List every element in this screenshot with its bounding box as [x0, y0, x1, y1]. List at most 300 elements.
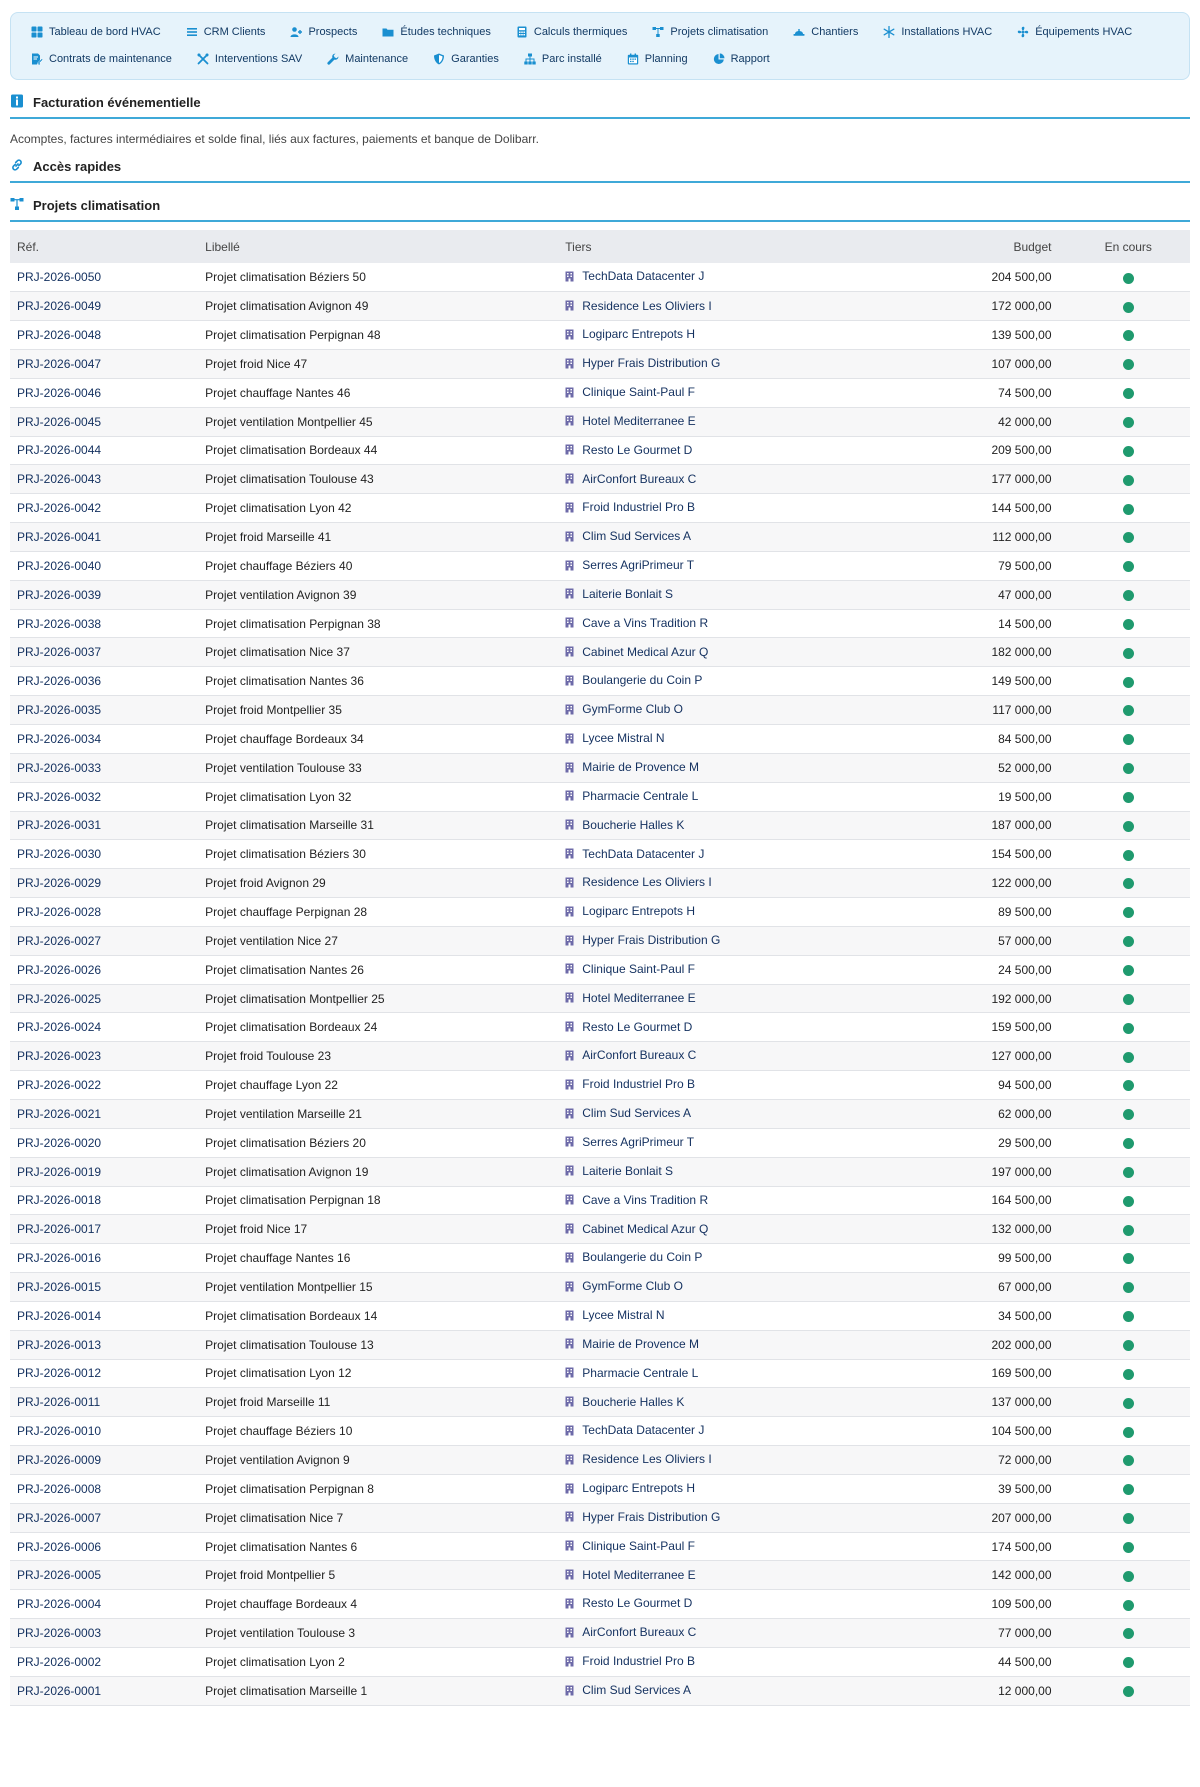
table-row[interactable]: [10, 1128, 1190, 1157]
table-row[interactable]: [10, 1359, 1190, 1388]
tiers-link[interactable]: [565, 356, 720, 370]
tiers-link[interactable]: [565, 327, 695, 341]
table-row[interactable]: [10, 494, 1190, 523]
project-label: Projet climatisation Marseille 1: [198, 1676, 558, 1705]
status-dot-icon: [1123, 1542, 1134, 1553]
tools-icon: [197, 53, 209, 65]
status-cell: [1067, 1186, 1191, 1215]
project-label: Projet climatisation Perpignan 38: [198, 609, 558, 638]
table-row[interactable]: [10, 926, 1190, 955]
column-header-status[interactable]: En cours: [1067, 230, 1191, 263]
status-cell: [1067, 494, 1191, 523]
column-header-tiers[interactable]: Tiers: [558, 230, 914, 263]
status-cell: [1067, 1128, 1191, 1157]
nav-item-prospects[interactable]: [284, 21, 363, 43]
tiers-link[interactable]: [565, 1395, 684, 1409]
projects-section-header: [10, 197, 1190, 222]
table-row[interactable]: [10, 523, 1190, 552]
project-tiers-cell: [558, 811, 914, 840]
project-ref-link[interactable]: PRJ-2026-0004: [10, 1590, 198, 1619]
status-dot-icon: [1123, 677, 1134, 688]
tiers-link[interactable]: [565, 991, 695, 1005]
tiers-link[interactable]: [565, 1625, 696, 1639]
building-icon: [565, 848, 574, 859]
tiers-name: Clinique Saint-Paul F: [582, 961, 695, 976]
column-header-ref[interactable]: Réf.: [10, 230, 198, 263]
project-tiers-cell: [558, 1619, 914, 1648]
table-row[interactable]: [10, 292, 1190, 321]
nav-item-contrats-de-maintenance[interactable]: [25, 48, 178, 70]
tiers-link[interactable]: [565, 1048, 696, 1062]
project-label: Projet climatisation Béziers 20: [198, 1128, 558, 1157]
table-row[interactable]: [10, 782, 1190, 811]
table-row[interactable]: [10, 1388, 1190, 1417]
nav-item-label: Projets climatisation: [670, 26, 769, 38]
project-budget: 42 000,00: [914, 407, 1067, 436]
project-ref-link[interactable]: PRJ-2026-0033: [10, 753, 198, 782]
nav-item-etudes-techniques[interactable]: [376, 21, 497, 43]
nav-item-calculs-thermiques[interactable]: [510, 21, 634, 43]
table-row[interactable]: [10, 1244, 1190, 1273]
status-dot-icon: [1123, 1167, 1134, 1178]
project-ref-link[interactable]: PRJ-2026-0046: [10, 378, 198, 407]
status-dot-icon: [1123, 1628, 1134, 1639]
status-dot-icon: [1123, 1253, 1134, 1264]
project-ref-link[interactable]: PRJ-2026-0006: [10, 1532, 198, 1561]
project-label: Projet climatisation Nantes 26: [198, 955, 558, 984]
table-row[interactable]: [10, 1474, 1190, 1503]
project-ref-link[interactable]: PRJ-2026-0014: [10, 1301, 198, 1330]
status-dot-icon: [1123, 475, 1134, 486]
project-ref-link[interactable]: PRJ-2026-0010: [10, 1417, 198, 1446]
status-dot-icon: [1123, 936, 1134, 947]
project-tiers-cell: [558, 638, 914, 667]
project-ref-link[interactable]: PRJ-2026-0047: [10, 350, 198, 379]
project-ref-link[interactable]: PRJ-2026-0013: [10, 1330, 198, 1359]
tiers-link[interactable]: [565, 1510, 720, 1524]
building-icon: [565, 762, 574, 773]
project-label: Projet ventilation Nice 27: [198, 926, 558, 955]
tiers-link[interactable]: [565, 847, 704, 861]
nav-item-parc-installe[interactable]: [518, 48, 608, 70]
project-ref-link[interactable]: PRJ-2026-0049: [10, 292, 198, 321]
building-icon: [565, 1396, 574, 1407]
status-cell: [1067, 1532, 1191, 1561]
status-cell: [1067, 292, 1191, 321]
tiers-link[interactable]: [565, 645, 708, 659]
status-dot-icon: [1123, 1571, 1134, 1582]
tiers-link[interactable]: [565, 558, 694, 572]
project-tiers-cell: [558, 1042, 914, 1071]
calendar-icon: [627, 53, 639, 65]
project-ref-link[interactable]: PRJ-2026-0015: [10, 1273, 198, 1302]
project-tree-icon: [652, 26, 664, 38]
tiers-link[interactable]: [565, 472, 696, 486]
table-row[interactable]: [10, 984, 1190, 1013]
quick-access-section-header: [10, 158, 1190, 183]
status-dot-icon: [1123, 1225, 1134, 1236]
tiers-link[interactable]: [565, 818, 684, 832]
tiers-link[interactable]: [565, 269, 704, 283]
project-budget: 112 000,00: [914, 523, 1067, 552]
tiers-link[interactable]: [565, 875, 711, 889]
table-row[interactable]: [10, 696, 1190, 725]
table-row[interactable]: [10, 1071, 1190, 1100]
nav-item-interventions-sav[interactable]: [191, 48, 308, 70]
tiers-link[interactable]: [565, 616, 708, 630]
tiers-link[interactable]: [565, 1250, 702, 1264]
table-row[interactable]: [10, 1301, 1190, 1330]
project-budget: 94 500,00: [914, 1071, 1067, 1100]
project-ref-link[interactable]: PRJ-2026-0040: [10, 551, 198, 580]
project-ref-link[interactable]: PRJ-2026-0023: [10, 1042, 198, 1071]
table-row[interactable]: [10, 869, 1190, 898]
project-ref-link[interactable]: PRJ-2026-0009: [10, 1446, 198, 1475]
project-ref-link[interactable]: PRJ-2026-0021: [10, 1099, 198, 1128]
project-ref-link[interactable]: PRJ-2026-0030: [10, 840, 198, 869]
project-ref-link[interactable]: PRJ-2026-0050: [10, 263, 198, 292]
project-ref-link[interactable]: PRJ-2026-0026: [10, 955, 198, 984]
table-row[interactable]: [10, 436, 1190, 465]
project-ref-link[interactable]: PRJ-2026-0031: [10, 811, 198, 840]
project-budget: 154 500,00: [914, 840, 1067, 869]
status-cell: [1067, 1301, 1191, 1330]
tiers-link[interactable]: [565, 443, 692, 457]
table-row[interactable]: [10, 1619, 1190, 1648]
project-budget: 149 500,00: [914, 667, 1067, 696]
project-budget: 137 000,00: [914, 1388, 1067, 1417]
nav-item-label: Planning: [644, 53, 688, 65]
project-ref-link[interactable]: PRJ-2026-0008: [10, 1474, 198, 1503]
project-label: Projet climatisation Lyon 12: [198, 1359, 558, 1388]
building-icon: [565, 1569, 574, 1580]
project-label: Projet climatisation Avignon 19: [198, 1157, 558, 1186]
tiers-name: Logiparc Entrepots H: [582, 904, 695, 919]
tiers-link[interactable]: [565, 731, 664, 745]
building-icon: [565, 329, 574, 340]
status-cell: [1067, 1417, 1191, 1446]
status-dot-icon: [1123, 821, 1134, 832]
project-ref-link[interactable]: PRJ-2026-0018: [10, 1186, 198, 1215]
project-ref-link[interactable]: PRJ-2026-0034: [10, 725, 198, 754]
table-row[interactable]: [10, 1330, 1190, 1359]
project-ref-link[interactable]: PRJ-2026-0011: [10, 1388, 198, 1417]
project-ref-link[interactable]: PRJ-2026-0024: [10, 1013, 198, 1042]
tiers-name: GymForme Club O: [582, 1279, 683, 1294]
project-tiers-cell: [558, 667, 914, 696]
project-ref-link[interactable]: PRJ-2026-0027: [10, 926, 198, 955]
project-label: Projet chauffage Bordeaux 4: [198, 1590, 558, 1619]
project-ref-link[interactable]: PRJ-2026-0005: [10, 1561, 198, 1590]
nav-item-label: Garanties: [451, 53, 499, 65]
project-ref-link[interactable]: PRJ-2026-0041: [10, 523, 198, 552]
tiers-link[interactable]: [565, 702, 683, 716]
building-icon: [565, 1223, 574, 1234]
table-row[interactable]: [10, 1273, 1190, 1302]
table-row[interactable]: [10, 1042, 1190, 1071]
tiers-link[interactable]: [565, 1568, 695, 1582]
hardhat-icon: [793, 26, 805, 38]
status-cell: [1067, 1474, 1191, 1503]
project-tiers-cell: [558, 1128, 914, 1157]
projects-table: [10, 230, 1190, 1706]
tiers-link[interactable]: [565, 1077, 695, 1091]
project-ref-link[interactable]: PRJ-2026-0022: [10, 1071, 198, 1100]
project-ref-link[interactable]: PRJ-2026-0035: [10, 696, 198, 725]
table-row[interactable]: [10, 1648, 1190, 1677]
tiers-link[interactable]: [565, 1683, 691, 1697]
tiers-name: Froid Industriel Pro B: [582, 1077, 695, 1092]
building-icon: [565, 1425, 574, 1436]
table-row[interactable]: [10, 1590, 1190, 1619]
nav-item-label: Études techniques: [400, 26, 491, 38]
tiers-name: Residence Les Oliviers I: [582, 1452, 712, 1467]
tiers-link[interactable]: [565, 1337, 699, 1351]
status-cell: [1067, 1676, 1191, 1705]
table-row[interactable]: [10, 753, 1190, 782]
project-ref-link[interactable]: PRJ-2026-0039: [10, 580, 198, 609]
tiers-link[interactable]: [565, 1222, 708, 1236]
tiers-link[interactable]: [565, 962, 695, 976]
table-row[interactable]: [10, 898, 1190, 927]
building-icon: [565, 1108, 574, 1119]
project-label: Projet froid Avignon 29: [198, 869, 558, 898]
tiers-name: Residence Les Oliviers I: [582, 298, 712, 313]
tiers-link[interactable]: [565, 299, 711, 313]
project-ref-link[interactable]: PRJ-2026-0048: [10, 321, 198, 350]
project-ref-link[interactable]: PRJ-2026-0043: [10, 465, 198, 494]
building-icon: [565, 1079, 574, 1090]
project-ref-link[interactable]: PRJ-2026-0028: [10, 898, 198, 927]
project-label: Projet ventilation Toulouse 33: [198, 753, 558, 782]
project-tree-icon: [10, 197, 24, 214]
nav-item-installations-hvac[interactable]: [877, 21, 998, 43]
project-tiers-cell: [558, 1330, 914, 1359]
project-budget: 177 000,00: [914, 465, 1067, 494]
nav-item-crm-clients[interactable]: [180, 21, 272, 43]
billing-section-header: [10, 94, 1190, 119]
table-row[interactable]: [10, 1013, 1190, 1042]
table-row[interactable]: [10, 638, 1190, 667]
status-cell: [1067, 638, 1191, 667]
building-icon: [565, 358, 574, 369]
project-label: Projet chauffage Béziers 40: [198, 551, 558, 580]
building-icon: [565, 1136, 574, 1147]
tiers-link[interactable]: [565, 1366, 698, 1380]
project-tiers-cell: [558, 926, 914, 955]
project-ref-link[interactable]: PRJ-2026-0001: [10, 1676, 198, 1705]
table-row[interactable]: [10, 1676, 1190, 1705]
table-row[interactable]: [10, 350, 1190, 379]
table-row[interactable]: [10, 1157, 1190, 1186]
project-budget: 77 000,00: [914, 1619, 1067, 1648]
project-ref-link[interactable]: PRJ-2026-0038: [10, 609, 198, 638]
project-budget: 14 500,00: [914, 609, 1067, 638]
tiers-link[interactable]: [565, 1106, 691, 1120]
nav-item-chantiers[interactable]: [787, 21, 864, 43]
tiers-link[interactable]: [565, 1539, 695, 1553]
project-label: Projet climatisation Nantes 6: [198, 1532, 558, 1561]
table-row[interactable]: [10, 667, 1190, 696]
building-icon: [565, 588, 574, 599]
tiers-link[interactable]: [565, 1596, 692, 1610]
building-icon: [565, 1281, 574, 1292]
status-cell: [1067, 1619, 1191, 1648]
project-tiers-cell: [558, 551, 914, 580]
tiers-name: Lycee Mistral N: [582, 1308, 665, 1323]
project-tiers-cell: [558, 1157, 914, 1186]
status-dot-icon: [1123, 1484, 1134, 1495]
tiers-link[interactable]: [565, 529, 691, 543]
project-tiers-cell: [558, 840, 914, 869]
project-ref-link[interactable]: PRJ-2026-0045: [10, 407, 198, 436]
project-ref-link[interactable]: PRJ-2026-0036: [10, 667, 198, 696]
table-row[interactable]: [10, 263, 1190, 292]
table-row[interactable]: [10, 1099, 1190, 1128]
nav-item-label: Installations HVAC: [901, 26, 993, 38]
status-dot-icon: [1123, 1109, 1134, 1120]
project-budget: 44 500,00: [914, 1648, 1067, 1677]
project-tiers-cell: [558, 263, 914, 292]
tiers-link[interactable]: [565, 760, 699, 774]
table-row[interactable]: [10, 840, 1190, 869]
projects-table-body: [10, 263, 1190, 1705]
status-dot-icon: [1123, 965, 1134, 976]
tiers-link[interactable]: [565, 587, 673, 601]
tiers-link[interactable]: [565, 1452, 711, 1466]
tiers-link[interactable]: [565, 1020, 692, 1034]
table-row[interactable]: [10, 321, 1190, 350]
project-ref-link[interactable]: PRJ-2026-0019: [10, 1157, 198, 1186]
tiers-link[interactable]: [565, 789, 698, 803]
project-ref-link[interactable]: PRJ-2026-0016: [10, 1244, 198, 1273]
tiers-link[interactable]: [565, 500, 695, 514]
fan-icon: [1017, 26, 1029, 38]
table-row[interactable]: [10, 725, 1190, 754]
project-ref-link[interactable]: PRJ-2026-0007: [10, 1503, 198, 1532]
table-row[interactable]: [10, 465, 1190, 494]
tiers-link[interactable]: [565, 1654, 695, 1668]
tiers-link[interactable]: [565, 673, 702, 687]
table-row[interactable]: [10, 955, 1190, 984]
column-header-budget[interactable]: Budget: [914, 230, 1067, 263]
project-ref-link[interactable]: PRJ-2026-0012: [10, 1359, 198, 1388]
status-cell: [1067, 407, 1191, 436]
table-row[interactable]: [10, 551, 1190, 580]
tiers-link[interactable]: [565, 1279, 683, 1293]
tiers-link[interactable]: [565, 1423, 704, 1437]
status-dot-icon: [1123, 1369, 1134, 1380]
table-row[interactable]: [10, 1446, 1190, 1475]
status-cell: [1067, 898, 1191, 927]
project-ref-link[interactable]: PRJ-2026-0003: [10, 1619, 198, 1648]
table-row[interactable]: [10, 407, 1190, 436]
project-ref-link[interactable]: PRJ-2026-0002: [10, 1648, 198, 1677]
building-icon: [565, 1627, 574, 1638]
tiers-link[interactable]: [565, 1481, 695, 1495]
tiers-link[interactable]: [565, 933, 720, 947]
nav-item-maintenance[interactable]: [321, 48, 414, 70]
project-tiers-cell: [558, 494, 914, 523]
tiers-name: TechData Datacenter J: [582, 1423, 705, 1438]
table-row[interactable]: [10, 1561, 1190, 1590]
tiers-name: Mairie de Provence M: [582, 760, 699, 775]
building-icon: [565, 300, 574, 311]
table-row[interactable]: [10, 1186, 1190, 1215]
status-dot-icon: [1123, 446, 1134, 457]
project-budget: 84 500,00: [914, 725, 1067, 754]
table-row[interactable]: [10, 609, 1190, 638]
shield-icon: [433, 53, 445, 65]
project-tiers-cell: [558, 1446, 914, 1475]
status-cell: [1067, 696, 1191, 725]
project-ref-link[interactable]: PRJ-2026-0029: [10, 869, 198, 898]
project-budget: 209 500,00: [914, 436, 1067, 465]
project-budget: 202 000,00: [914, 1330, 1067, 1359]
tiers-link[interactable]: [565, 1193, 708, 1207]
status-cell: [1067, 1561, 1191, 1590]
nav-item-equipements-hvac[interactable]: [1011, 21, 1138, 43]
project-budget: 99 500,00: [914, 1244, 1067, 1273]
projects-section-title: Projets climatisation: [33, 198, 161, 213]
building-icon: [565, 1310, 574, 1321]
project-label: Projet climatisation Lyon 32: [198, 782, 558, 811]
building-icon: [565, 1194, 574, 1205]
project-ref-link[interactable]: PRJ-2026-0017: [10, 1215, 198, 1244]
project-tiers-cell: [558, 1099, 914, 1128]
status-dot-icon: [1123, 330, 1134, 341]
project-ref-link[interactable]: PRJ-2026-0025: [10, 984, 198, 1013]
tiers-link[interactable]: [565, 1135, 694, 1149]
tiers-link[interactable]: [565, 1164, 673, 1178]
nav-item-tableau-de-bord-hvac[interactable]: [25, 21, 167, 43]
status-cell: [1067, 1503, 1191, 1532]
table-row[interactable]: [10, 1532, 1190, 1561]
building-icon: [565, 444, 574, 455]
tiers-link[interactable]: [565, 414, 695, 428]
tiers-link[interactable]: [565, 904, 695, 918]
column-header-label[interactable]: Libellé: [198, 230, 558, 263]
table-row[interactable]: [10, 378, 1190, 407]
nav-item-projets-climatisation[interactable]: [646, 21, 774, 43]
tiers-link[interactable]: [565, 385, 695, 399]
nav-item-garanties[interactable]: [427, 48, 505, 70]
project-ref-link[interactable]: PRJ-2026-0032: [10, 782, 198, 811]
project-ref-link[interactable]: PRJ-2026-0044: [10, 436, 198, 465]
project-tiers-cell: [558, 753, 914, 782]
project-tiers-cell: [558, 1561, 914, 1590]
project-ref-link[interactable]: PRJ-2026-0042: [10, 494, 198, 523]
project-ref-link[interactable]: PRJ-2026-0037: [10, 638, 198, 667]
status-dot-icon: [1123, 734, 1134, 745]
project-budget: 47 000,00: [914, 580, 1067, 609]
nav-item-rapport[interactable]: [707, 48, 776, 70]
table-row[interactable]: [10, 580, 1190, 609]
project-budget: 62 000,00: [914, 1099, 1067, 1128]
table-row[interactable]: [10, 811, 1190, 840]
wrench-icon: [327, 53, 339, 65]
tiers-name: Clim Sud Services A: [582, 1106, 691, 1121]
nav-item-planning[interactable]: [621, 48, 694, 70]
table-row[interactable]: [10, 1417, 1190, 1446]
project-tiers-cell: [558, 465, 914, 494]
tiers-name: Resto Le Gourmet D: [582, 442, 693, 457]
project-label: Projet froid Marseille 41: [198, 523, 558, 552]
table-row[interactable]: [10, 1503, 1190, 1532]
project-ref-link[interactable]: PRJ-2026-0020: [10, 1128, 198, 1157]
tiers-link[interactable]: [565, 1308, 664, 1322]
table-row[interactable]: [10, 1215, 1190, 1244]
